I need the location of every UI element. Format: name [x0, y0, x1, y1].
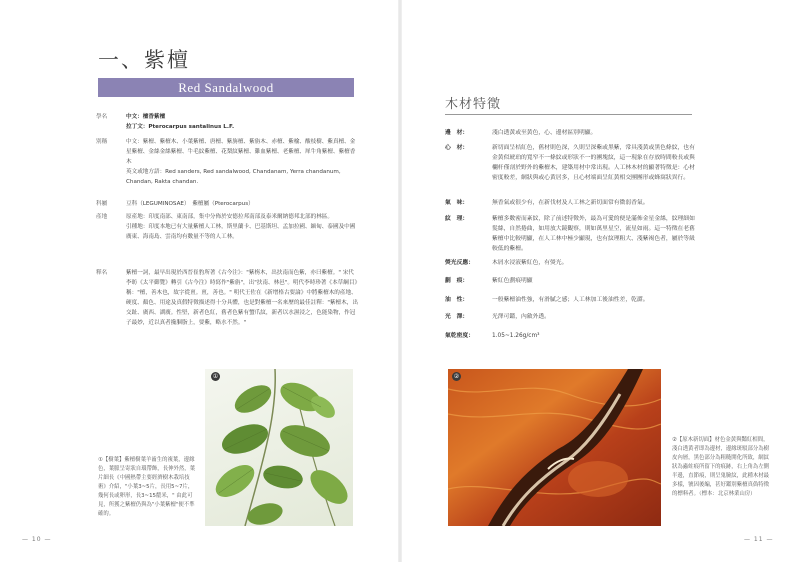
property-value: 木屑水浸液紫紅色，有熒光。 [492, 260, 568, 266]
description-label: 釋名 [96, 270, 108, 276]
scientific-name-latin: 拉丁文：Pterocarpus santalinus L.F. [126, 124, 235, 130]
wood-caption: ②【原木新切面】材色金黃與豔紅相間，淺白透黃者即為邊材，邊緣斑駁部分為樹皮內層，黑色部分為粗糙開化所致，網紋狀為蟲蛀痕所留下的痕跡，右上角為左側半邊，直節痕，則呈鬼臉紋，此種木材最多樣，號因後編，甚好鑑別紫檀真偽特徵的標料者。（標本：北京林業山房） [672, 437, 770, 497]
chapter-title: 一、紫檀 [98, 48, 190, 72]
origin-introduced: 引種地：印度本地已有大量紫檀人工林，斯里蘭卡、巴基斯坦、孟加拉國、緬甸、泰國及中國廣東、海南島、雲南均有數量不等的人工林。 [126, 224, 356, 240]
english-name-banner: Red Sandalwood [98, 78, 354, 97]
property-label: 熒光反應： [445, 260, 474, 266]
leaf-photo [205, 369, 353, 526]
property-label: 光 澤： [445, 314, 469, 320]
right-page-number: — 11 — [744, 536, 774, 543]
property-label: 劃 痕： [445, 278, 469, 284]
family-value: 豆科（LEGUMINOSAE） 紫檀屬（Pterocarpus） [126, 201, 254, 207]
left-page-number: — 10 — [22, 536, 52, 543]
origin-native: 原產地：印度南部、東南部，集中分佈於安德拉邦南部及泰米爾納德邦北部的林區。 [126, 214, 333, 220]
property-value: 無香氣或很少有，在新伐材及人工林之新切面常有微弱香氣。 [492, 200, 649, 206]
property-label: 紋 理： [445, 216, 469, 222]
property-value: 淺白透黃或至黃色，心、邊材區別明顯。 [492, 130, 597, 136]
section-title: 木材特徵 [445, 97, 502, 112]
property-value: 紫紅色劃痕明顯 [492, 278, 533, 284]
property-label: 氣乾密度： [445, 333, 474, 339]
origin-label: 產地 [96, 214, 108, 220]
scientific-name-cn: 中文：檀香紫檀 [126, 114, 166, 120]
property-value: 一般紫檀油性強，有滑膩之感；人工林加工後油性差，乾澀。 [492, 297, 649, 303]
property-label: 氣 味： [445, 200, 469, 206]
family-label: 科屬 [96, 201, 108, 207]
property-label: 心 材： [445, 145, 469, 151]
property-label: 油 性： [445, 297, 469, 303]
section-divider [445, 114, 692, 115]
alias-en: 英文或地方語：Red sanders, Red sandalwood, Chandanam, Yerra chandanum, Chandan, Rakta chandan. [126, 169, 341, 185]
property-value: 新切面呈桔紅色，舊材則色深，久則呈深紫或黑紫，常具淺黃或黑色條紋，也有金黃似琥珀的寬窄不一條紋或形狀不一的團塊紋，這一現象在存放時間較長或與欄杆僅剖於野外的紫檀木，建築用材中常出現。人工林木材的顯著特徵是：心材密度較差，網狀與或心黃居多，且心材端面呈紅黃相交團團形或蜂窩狀異行。 [492, 145, 695, 181]
photo2-number: ② [453, 373, 460, 380]
property-value: 紫檀多數密而紊紋，除了前述特徵外，最為可愛的便是滿佈金星金絲，紋理細如髮絲，自然捲曲，如用放大鏡觀察，則如萬里星空，流星如雨。這一特徵在老舊紫檀中比較明顯，在人工林中極少顯現，也有紋理粗大、淺紫褐色者，屬於等級較低的紫檀。 [492, 216, 695, 252]
leaf-illustration [205, 369, 353, 526]
wood-section-photo [448, 369, 661, 526]
property-value: 1.05~1.26g/cm³ [492, 333, 540, 339]
leaf-caption: ①【樹葉】紫檀樹葉羊齒生的複葉，邊緣色，葉脈呈寄狀自環帶飾，長伸外然，葉片細長《中國熱帶主要經濟樹木栽培技術》介紹，"小葉3~5片，長用5~7片，幾何長或卵形，長3~15釐米，" 由此可見，所獲之紫檀仍與為"小葉紫檀"便不準確的。 [98, 457, 196, 517]
description-text: 紫檀一詞，最早出現於西晉崔豹所著《古今注》："紫栴木，出扶南而色紫，亦曰紫檀。" 宋代李昉《太平御覽》轉引《古今注》時寫作"紫旃"，出"扶南、林邑"。明代李時珍著《本草綱目》稱："檀，善木也，故字從亶。亶，善也。" 明代王佐在《新增格古要論》中將紫檀木的產地、硬度、顏色、用途及真假特徵描述得十分具體，也是對紫檀一名來歷的最佳註釋："紫檀木，出交趾、廣西、湖廣。性堅，新者色紅，舊者色紫有蟹爪紋，新者以水濕浸之，色能染物，作冠子最妙，近以真者攙胭脂上，要紫，略水不然。" [126, 270, 358, 326]
wood-illustration [448, 369, 661, 526]
property-label: 邊 材： [445, 130, 469, 136]
alias-cn: 中文：紫檀、紫檀木、小葉紫檀、唐檀、紫旃檀、紫旃木、赤檀、紫榆、酸枝樹、紫真檀、金星紫檀、金絲金絲紫檀、牛毛紋紫檀、花梨紋紫檀、雞血紫檀、老紫檀、犀牛角紫檀、紫檀香木 [126, 139, 356, 165]
alias-label: 別稱 [96, 139, 108, 145]
scientific-name-label: 學名 [96, 114, 108, 120]
property-value: 光澤可鑑，內斂外透。 [492, 314, 550, 320]
photo1-number: ① [212, 373, 219, 380]
